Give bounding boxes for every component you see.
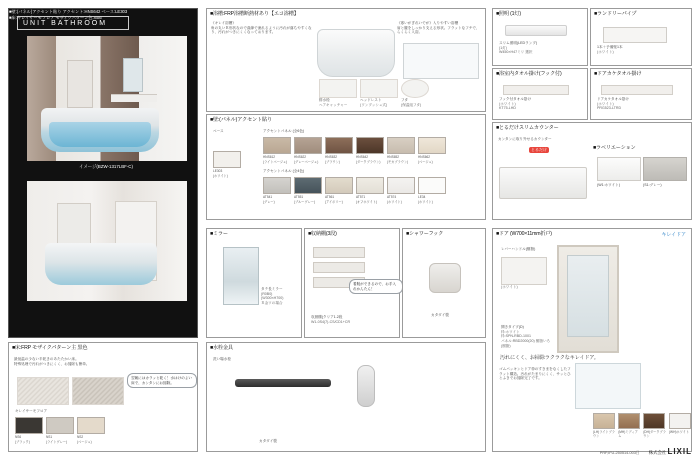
- accent-name-5: (ベージュ): [418, 160, 433, 164]
- tub-posture-illustration: [403, 43, 479, 79]
- hero-image-caption: イメージ(BZW-1317LBF-C): [79, 164, 133, 169]
- panel-mirror: [206, 228, 302, 338]
- door-color-label-0: (LH)ライトブラウン: [593, 430, 615, 438]
- accent-swatch-item: [294, 177, 322, 204]
- floor-swatch-2: [77, 417, 105, 434]
- panel-bathtub-notes: [211, 21, 315, 35]
- wall-panel: [67, 60, 93, 108]
- floor-note-0: 最低温の少ない半乾きのあたたかい床。: [14, 357, 79, 361]
- base-swatch-name: (ホワイト): [213, 174, 228, 178]
- accent-swatch-5: [418, 137, 446, 154]
- floor-name-2: (ベージュ): [77, 440, 92, 444]
- mirror-captions: [261, 287, 299, 306]
- headrest-part-image: [360, 79, 398, 98]
- door-badge: [661, 231, 686, 238]
- floor-swatch-item: [46, 417, 74, 444]
- door-clean-note: ゴムパッキンとドア枠のすきまをなくしたフラット構造。汚れがたまりにくく、サッとひとふきでお掃除完了です。: [499, 367, 571, 381]
- door-open-title: 開きタイプ(D): [501, 325, 524, 329]
- floor-code-2: NS2: [77, 435, 84, 439]
- accent-swatch-item: [263, 137, 291, 164]
- accent-name-3: (ダークブラウン): [356, 160, 381, 164]
- accent-swatch-item: [418, 177, 446, 204]
- accent2-name-5: (ホワイト): [418, 200, 433, 204]
- panel-shelf-title: ■収納棚(3段): [308, 231, 337, 237]
- counter-variation-title: ■ラベリエーション: [593, 145, 636, 151]
- accent2-code-4: AT574: [387, 195, 397, 199]
- panel-floor: [8, 342, 198, 452]
- accent2-code-0: AT541: [263, 195, 273, 199]
- floor-name-0: (ブラック): [15, 440, 30, 444]
- towelbar-out-caption-2: (ホワイト): [597, 101, 614, 106]
- door-color-2: [643, 413, 665, 429]
- floor-notes: [14, 357, 122, 366]
- panel-door: [492, 228, 692, 452]
- base-swatch: [213, 151, 241, 168]
- footer-code: PRP,IFU-250514-003日: [599, 451, 640, 455]
- wall-accent-label: アクセントパネル (全6色): [263, 129, 305, 133]
- accent2-swatch-0: [263, 177, 291, 194]
- panel-towelbar-inside: [492, 68, 588, 120]
- lever-caption: レバーハンドル(樹脂): [501, 247, 536, 251]
- accent-swatch-item: [263, 177, 291, 204]
- accent-swatch-item: [325, 137, 353, 164]
- wall-base-label: ベース: [213, 129, 224, 133]
- floor-bubble: 翌朝にはカラッと乾く！水はけのよい床で、カンタンにお掃除。: [127, 373, 197, 388]
- accent2-swatch-3: [356, 177, 384, 194]
- panel-door-title: ■ドア (W700×11mm折戸): [496, 231, 552, 237]
- accent2-name-3: (オフホワイト): [356, 200, 378, 204]
- tub-note-1: 角の丸いＲ形状なので曲線で流れるように汚れが落ちやすくなり、汚れがつきにくくなっております。: [211, 25, 312, 35]
- floor-swatch-item: [15, 417, 43, 444]
- light-caption-2: (1灯): [499, 45, 507, 50]
- door-color-3: [669, 413, 691, 429]
- door-color-item: [669, 413, 691, 438]
- accent-swatch-item: [387, 137, 415, 164]
- lid-part-image: [401, 79, 429, 98]
- hero-image-panel: [8, 8, 198, 338]
- lid-part-label: フタ: [401, 98, 408, 102]
- footer-company: 株式会社: [648, 450, 667, 455]
- laundry-captions: [597, 45, 689, 54]
- accent-code-0: HNS612: [263, 155, 276, 159]
- bathroom-photo-main: [27, 36, 187, 161]
- floor-code-1: NS1: [46, 435, 53, 439]
- panel-light-title: ■照明 (1灯): [496, 11, 521, 17]
- headrest-part-caption: (ワンプッシュ式): [360, 102, 388, 107]
- lid-part-caption: (保温組フタ): [401, 102, 422, 107]
- floor-image-1: [17, 377, 69, 405]
- lever-sub: (ホワイト): [501, 285, 518, 289]
- faucet-maker: カタダイ製: [259, 439, 277, 443]
- counter-variation-image-2: [643, 157, 687, 181]
- counter-variation-cap-1: (W1:ホワイト): [597, 183, 621, 187]
- accent-swatch-3: [356, 137, 384, 154]
- panel-shower-hook: [402, 228, 486, 338]
- accent-swatch-item: [387, 177, 415, 204]
- floor-name-1: (ライトグレー): [46, 440, 68, 444]
- panel-wall-title: ■壁:(パネル)アクセント貼り: [210, 117, 272, 123]
- floor-swatch-row: [15, 417, 105, 444]
- accent-swatch-item: [294, 137, 322, 164]
- door-color-label-2: (DH)ダークブラウン: [643, 430, 666, 438]
- mirror-caption-3: (W300×H700): [261, 296, 284, 301]
- panel-floor-title: ■床:FRP モザイクパターン主 黒色: [12, 345, 88, 351]
- accent-swatch-0: [263, 137, 291, 154]
- accent-swatch-1: [294, 137, 322, 154]
- panel-bathtub-notes2: [397, 21, 483, 35]
- panel-bathtub: [206, 8, 486, 112]
- bathtub-in-photo-2: [45, 243, 157, 285]
- counter-image: [499, 167, 587, 199]
- door-color-item: [618, 413, 640, 438]
- floor-pattern-images: [17, 377, 124, 405]
- accent-code-2: HNS632: [325, 155, 338, 159]
- towelbar-in-image: [503, 85, 569, 95]
- accent-name-0: (ライトベージュ): [263, 160, 288, 164]
- panel-mirror-title: ■ミラー: [210, 231, 228, 237]
- shelf-captions: [311, 315, 399, 324]
- accent2-swatch-1: [294, 177, 322, 194]
- door-open-sub-2: 枠:SPN-RBD-1001: [501, 334, 531, 339]
- mirror-caption-1: タテ長ミラー: [261, 287, 283, 291]
- accent2-name-2: (アイボリー): [325, 200, 343, 204]
- wall-base-swatch-group: [213, 151, 241, 178]
- drain-part-caption: ヘアキャッチャー: [319, 102, 348, 107]
- counter-variation-image-1: [597, 157, 641, 181]
- accent2-name-0: (グレー): [263, 200, 275, 204]
- drain-part-label: 排水栓: [319, 98, 330, 102]
- accent2-code-3: AT571: [356, 195, 366, 199]
- towelbar-in-captions: [499, 97, 583, 111]
- bathtub-in-photo: [41, 108, 159, 152]
- accent-swatch-row-1: [263, 137, 446, 164]
- headrest-part-label: ヘッドレスト: [360, 98, 382, 102]
- door-color-row: [593, 413, 691, 438]
- hero-spec-line-1: ■壁:(パネル)アクセント貼り アクセント:HNS642 ベース:LE303: [9, 9, 128, 14]
- accent-code-3: HNS642: [356, 155, 369, 159]
- towelbar-in-caption-3: KT75-LHD: [499, 106, 516, 111]
- accent2-code-5: LE34: [418, 195, 426, 199]
- accent2-swatch-5: [418, 177, 446, 194]
- counter-tag: [529, 147, 549, 153]
- door-image: [557, 245, 619, 353]
- accent-swatch-4: [387, 137, 415, 154]
- door-color-0: [593, 413, 615, 429]
- door-color-label-1: (MH)ミディアム: [618, 430, 638, 438]
- tub-note-3: 肩と腰をしっかり支える形状。フラットなフチで、らくらく入浴。: [397, 25, 480, 35]
- page-title: UNIT BATHROOM: [17, 16, 129, 30]
- panel-bathtub-title: ■浴槽:FRP浴槽断熱材あり【エコ浴槽】: [210, 11, 299, 17]
- shelf-caption-2: W1-0S4(7)-CS/CD1+CR: [311, 319, 351, 324]
- laundry-pipe-image: [603, 27, 667, 43]
- shelf-tier-2: [313, 262, 365, 273]
- accent-name-1: (グレーベージュ): [294, 160, 319, 164]
- panel-faucet-title: ■水栓金具: [210, 345, 233, 351]
- light-image: [505, 25, 567, 36]
- floor-code-0: NS6: [15, 435, 22, 439]
- panel-towelbar-out-title: ■ドアカケタオル掛け: [594, 71, 642, 77]
- accent2-name-4: (ホワイト): [387, 200, 402, 204]
- counter-subtitle: カンタンに取り外せるカウンター: [498, 137, 552, 141]
- accent2-code-1: AT551: [294, 195, 304, 199]
- tub-note-0: 《キレイ浴槽》: [211, 21, 236, 25]
- door-color-item: [593, 413, 615, 438]
- drain-part-image: [319, 79, 357, 98]
- tub-illustration: [317, 29, 395, 77]
- accent-name-2: (ブラウン): [325, 160, 340, 164]
- faucet-image: [235, 379, 331, 387]
- panel-counter-title: ■とるだけスリムカウンター: [496, 125, 559, 131]
- hook-caption: カタダイ製: [431, 313, 449, 317]
- panel-hook-title: ■シャワーフック: [406, 231, 444, 237]
- floor-swatch-item: [77, 417, 105, 444]
- laundry-caption-2: (ホワイト): [597, 49, 614, 54]
- accent2-name-1: (ブルーグレー): [294, 200, 316, 204]
- panel-laundry-pipe: [590, 8, 692, 66]
- wall-accent2-label: アクセントパネル (全4色): [263, 169, 305, 173]
- door-open-sub-3: パネル:RBD2000(20) 樹脂いろ(樹脂): [501, 339, 551, 348]
- panel-faucet: [206, 342, 486, 452]
- accent-swatch-item: [418, 137, 446, 164]
- panel-wall: [206, 114, 486, 220]
- footer: [600, 447, 692, 456]
- towelbar-out-caption-1: ドアカケタオル掛け: [597, 97, 630, 101]
- counter-in-photo: [111, 94, 157, 102]
- door-color-1: [618, 413, 640, 429]
- lever-handle-image: [501, 257, 547, 285]
- laundry-caption-1: 1本＋予備壁1本: [597, 45, 623, 49]
- mirror-caption-2: (R0B0): [261, 291, 273, 296]
- accent-name-4: (モカブラウン): [387, 160, 409, 164]
- accent2-swatch-2: [325, 177, 353, 194]
- panel-counter: [492, 122, 692, 220]
- accent-code-5: HNS662: [418, 155, 431, 159]
- light-captions: [499, 41, 583, 55]
- accent-swatch-item: [356, 177, 384, 204]
- base-swatch-code: LE303: [213, 169, 223, 173]
- floor-image-2: [72, 377, 124, 405]
- hero-spec-line-2: ■床:キレイサーモフロア モザイクパターン色:NS6: [9, 15, 102, 21]
- shelf-bubble: 着脱ができるので、お手入れかんたん！: [349, 279, 403, 294]
- shelf-caption-1: 収納棚(クリア1.2段: [311, 315, 343, 319]
- panel-towelbar-door: [590, 68, 692, 120]
- accent-swatch-row-2: [263, 177, 446, 204]
- accent2-code-2: AT561: [325, 195, 335, 199]
- towelbar-in-caption-1: フック付タオル掛け: [499, 97, 532, 101]
- towelbar-in-caption-2: (ホワイト): [499, 101, 516, 106]
- panel-laundry-title: ■ランドリーパイプ: [594, 11, 637, 17]
- counter-variation-cap-2: (S1:グレー): [643, 183, 662, 187]
- door-glass: [567, 255, 609, 337]
- shower-head-image: [357, 365, 375, 407]
- panel-light: [492, 8, 588, 66]
- tub-note-2: 《寒いがぎれいでが》入りやすい浴槽: [397, 21, 459, 25]
- light-caption-1: スリム照明(LEDランプ): [499, 41, 538, 45]
- mirror-caption-4: Ｒ金ワの場合: [261, 301, 283, 306]
- door-badge-label: キレイドア: [661, 232, 686, 238]
- bathroom-photo-secondary: [27, 181, 187, 301]
- light-caption-3: W450×H47ミリ 選択: [499, 50, 533, 55]
- mirror-in-photo: [123, 58, 143, 92]
- shelf-tier-1: [313, 247, 365, 258]
- floor-swatch-0: [15, 417, 43, 434]
- shelf-in-photo: [57, 203, 91, 245]
- door-clean-title: 汚れにくく、お掃除ラクラクなキレイドア。: [500, 355, 599, 361]
- door-clean-illustration: [575, 363, 641, 409]
- mirror-image: [223, 247, 259, 305]
- towelbar-out-captions: [597, 97, 689, 111]
- accent-swatch-2: [325, 137, 353, 154]
- floor-note-1: 特殊処理で汚れがつきにくく、お掃除も簡単。: [14, 361, 90, 366]
- towelbar-out-image: [601, 85, 673, 95]
- floor-swatch-label: キレイサーモフロア: [15, 409, 48, 413]
- accent-swatch-item: [356, 137, 384, 164]
- faucet-caption: 洗い場水栓: [213, 357, 231, 361]
- door-color-label-3: (WH)ホワイト: [669, 430, 690, 434]
- towelbar-out-caption-3: PRG523-LTRD: [597, 106, 622, 111]
- accent-swatch-item: [325, 177, 353, 204]
- tub-parts-row: [319, 79, 429, 107]
- footer-brand: LIXIL: [667, 447, 692, 456]
- door-open-info: [501, 325, 553, 348]
- counter-tag-label: とるだけ: [531, 147, 547, 152]
- panel-shelf: [304, 228, 400, 338]
- accent-code-4: HNS652: [387, 155, 400, 159]
- floor-swatch-1: [46, 417, 74, 434]
- door-color-item: [643, 413, 666, 438]
- panel-towelbar-in-title: ■浴室内タオル掛け(フック付): [496, 71, 562, 77]
- door-open-sub-1: 枠:ホワイト: [501, 329, 520, 334]
- accent2-swatch-4: [387, 177, 415, 194]
- accent-code-1: HNS622: [294, 155, 307, 159]
- hook-image: [429, 263, 461, 293]
